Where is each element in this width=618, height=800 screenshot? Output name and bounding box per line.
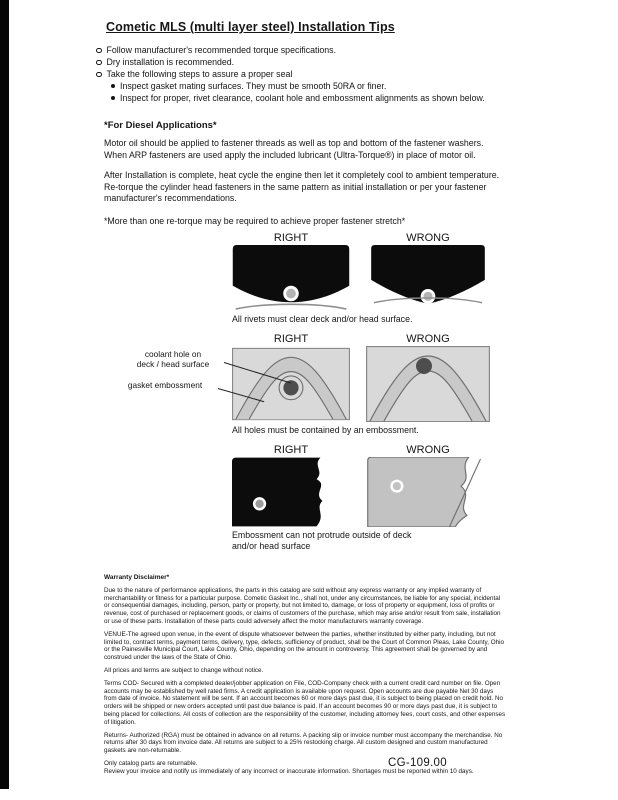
wrong-header: WRONG bbox=[406, 444, 450, 456]
gasket-embossment-label: gasket embossment bbox=[127, 380, 203, 390]
protrusion-caption-line2: and/or head surface bbox=[232, 541, 311, 551]
right-header: RIGHT bbox=[273, 232, 309, 244]
tip-item bbox=[96, 44, 512, 56]
wrong-header: WRONG bbox=[406, 333, 450, 345]
warranty-paragraph: Terms COD- Secured with a completed dealer/jobber application on File, COD-Company check with a current credit card number on file. Open accounts may be established by well rated firms. A credit application is available upon request. Open accounts are due payable Net 30 days from date of invoice. No statement will be sent. If an account becomes 60 or more days past due, it is subject to being placed on credit hold. No orders will be shipped or new orders accepted until past due balance is paid. If an account becomes 90 or more days past due, it is subject to being placed for collections. All costs of collection are the responsibility of the customer, including attorney fees, court costs, and other expenses of litigation. bbox=[104, 679, 506, 726]
tip-text: Take the following steps to assure a proper seal bbox=[106, 69, 293, 79]
tip-text: Inspect for proper, rivet clearance, coolant hole and embossment alignments as shown below. bbox=[120, 93, 485, 103]
installation-tips-section bbox=[96, 20, 512, 227]
embossment-right-diagram bbox=[232, 346, 350, 422]
right-header: RIGHT bbox=[273, 444, 309, 456]
open-bullet-icon bbox=[96, 48, 102, 54]
protrusion-right-diagram bbox=[232, 457, 350, 527]
tip-text: Inspect gasket mating surfaces. They must be smooth 50RA or finer. bbox=[120, 81, 387, 91]
protrusion-figure-row bbox=[232, 457, 502, 527]
warranty-paragraph: VENUE-The agreed upon venue, in the event of dispute whatsoever between the parties, whether instituted by either party, including, but not limited to, contract terms, payment terms, delivery, type, defects, sufficiency of product, shall be the Court of Common Pleas, Lake County, Ohio or the Painesville Municipal Court, Lake County, Ohio, depending on the amount in controversy. This agreement shall be governed by and construed under the laws of the State of Ohio. bbox=[104, 630, 505, 662]
tip-subitem bbox=[111, 80, 512, 92]
tip-subitem bbox=[111, 92, 512, 104]
filled-bullet-icon bbox=[111, 84, 115, 88]
holes-caption: All holes must be contained by an embossment. bbox=[232, 425, 419, 435]
protrusion-wrong-diagram bbox=[366, 457, 490, 527]
protrusion-caption bbox=[232, 530, 502, 552]
figures-section bbox=[127, 232, 502, 552]
rivet-right-diagram bbox=[232, 245, 350, 311]
warranty-paragraph: Returns- Authorized (RGA) must be obtained in advance on all returns. A packing slip or invoice number must accompany the merchandise. No returns after 30 days from invoice date. All returns are subject to a 25% restocking charge. All custom designed and custom manufactured gaskets are non-returnable. bbox=[104, 731, 503, 755]
embossment-figure-row bbox=[127, 346, 502, 422]
tip-text: Dry installation is recommended. bbox=[106, 57, 235, 67]
warranty-disclaimer-section bbox=[104, 574, 506, 781]
diesel-applications-heading: *For Diesel Applications* bbox=[104, 120, 217, 131]
right-header: RIGHT bbox=[273, 333, 309, 345]
figure-headers bbox=[232, 232, 502, 244]
open-bullet-icon bbox=[96, 72, 102, 78]
figure-headers bbox=[232, 444, 502, 456]
page-edge-bar bbox=[0, 0, 9, 789]
wrong-header: WRONG bbox=[406, 232, 450, 244]
tip-text: Follow manufacturer's recommended torque specifications. bbox=[106, 45, 337, 55]
rivet-figure-row bbox=[232, 245, 502, 311]
open-bullet-icon bbox=[96, 60, 102, 66]
figure-headers bbox=[232, 333, 502, 345]
tip-item bbox=[96, 56, 512, 68]
warranty-heading: Warranty Disclaimer* bbox=[104, 574, 170, 581]
retorque-note: *More than one re-torque may be required to achieve proper fastener stretch* bbox=[104, 215, 406, 226]
page-code: CG-109.00 bbox=[388, 757, 447, 769]
warranty-paragraph: Due to the nature of performance applications, the parts in this catalog are sold without any express warranty or any implied warranty of merchantability or fitness for a particular purpose. Cometic Gasket Inc., shall not, under any circumstances, be liable for any special, incidental or consequential damages, including, person, party or property, but not limited to, damage, or loss of property or equipment, loss of profits or revenue, cost of purchased or replacement goods, or claims of customers of the purchase, which may arise and/or result from sale, installation or use of these parts. Installation of these parts could adversely affect the motor manufacturers warranty coverage. bbox=[104, 586, 501, 625]
tips-list bbox=[96, 44, 512, 104]
rivet-wrong-diagram bbox=[366, 245, 490, 311]
warranty-paragraph: Review your invoice and notify us immediately of any incorrect or inaccurate information. Shortages must be reported within 10 days. bbox=[104, 767, 474, 775]
protrusion-caption-line1: Embossment can not protrude outside of deck bbox=[232, 530, 412, 540]
diesel-paragraph-1: Motor oil should be applied to fastener threads as well as top and bottom of the fastener washers. When ARP fasteners are used apply the included lubricant (Ultra-Torque®) in place of motor oil. bbox=[104, 138, 484, 160]
warranty-paragraph: Only catalog parts are returnable. bbox=[104, 759, 198, 767]
rivets-caption: All rivets must clear deck and/or head surface. bbox=[232, 314, 413, 324]
coolant-hole-label-line1: coolant hole on bbox=[144, 349, 202, 359]
coolant-hole-label bbox=[120, 349, 226, 369]
coolant-hole-label-line2: deck / head surface bbox=[136, 359, 210, 369]
tip-item bbox=[96, 68, 512, 80]
diesel-paragraph-2: After Installation is complete, heat cycle the engine then let it completely cool to ambient temperature. Re-torque the cylinder head fasteners in the same pattern as initial installation or per your fastener manufacturer's recommendations. bbox=[104, 170, 500, 203]
page-title: Cometic MLS (multi layer steel) Installation Tips bbox=[106, 20, 395, 34]
embossment-wrong-diagram bbox=[366, 346, 490, 422]
warranty-paragraph: All prices and terms are subject to change without notice. bbox=[104, 666, 264, 674]
filled-bullet-icon bbox=[111, 96, 115, 100]
